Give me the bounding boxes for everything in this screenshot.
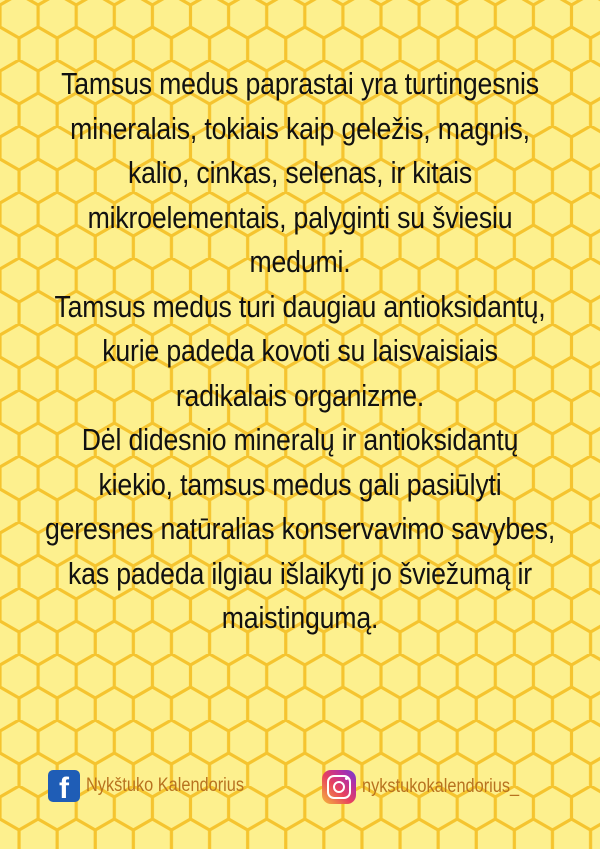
text-line: kas padeda ilgiau išlaikyti jo šviežumą ir <box>68 555 532 591</box>
text-line: kiekio, tamsus medus gali pasiūlyti <box>98 466 502 502</box>
facebook-link[interactable] <box>48 770 270 805</box>
honey-text-block <box>0 62 600 641</box>
facebook-icon: f <box>48 770 80 802</box>
text-line: medumi. <box>249 244 351 279</box>
text-line: kalio, cinkas, selenas, ir kitais <box>127 155 472 190</box>
instagram-label: nykstukokalendorius_ <box>362 776 520 797</box>
paragraph-antioxidants <box>42 285 558 419</box>
paragraph-preservation <box>42 418 558 641</box>
text-line: mineralais, tokiais kaip geležis, magnis, <box>70 110 530 146</box>
text-line: kurie padeda kovoti su laisvaisiais <box>102 333 498 368</box>
instagram-icon <box>322 770 356 804</box>
text-line: radikalais organizme. <box>175 377 425 413</box>
text-line: geresnes natūralias konservavimo savybes, <box>44 511 556 546</box>
social-footer <box>0 770 600 810</box>
text-line: mikroelementais, palyginti su šviesiu <box>87 199 513 235</box>
paragraph-minerals <box>42 62 558 285</box>
text-line: Dėl didesnio mineralų ir antioksidantų <box>81 422 519 457</box>
instagram-link[interactable] <box>322 770 545 804</box>
text-line: Tamsus medus turi daugiau antioksidantų, <box>54 288 546 324</box>
text-line: Tamsus medus paprastai yra turtingesnis <box>61 66 539 101</box>
facebook-label: Nykštuko Kalendorius <box>86 775 245 796</box>
text-line: maistingumą. <box>221 600 379 635</box>
